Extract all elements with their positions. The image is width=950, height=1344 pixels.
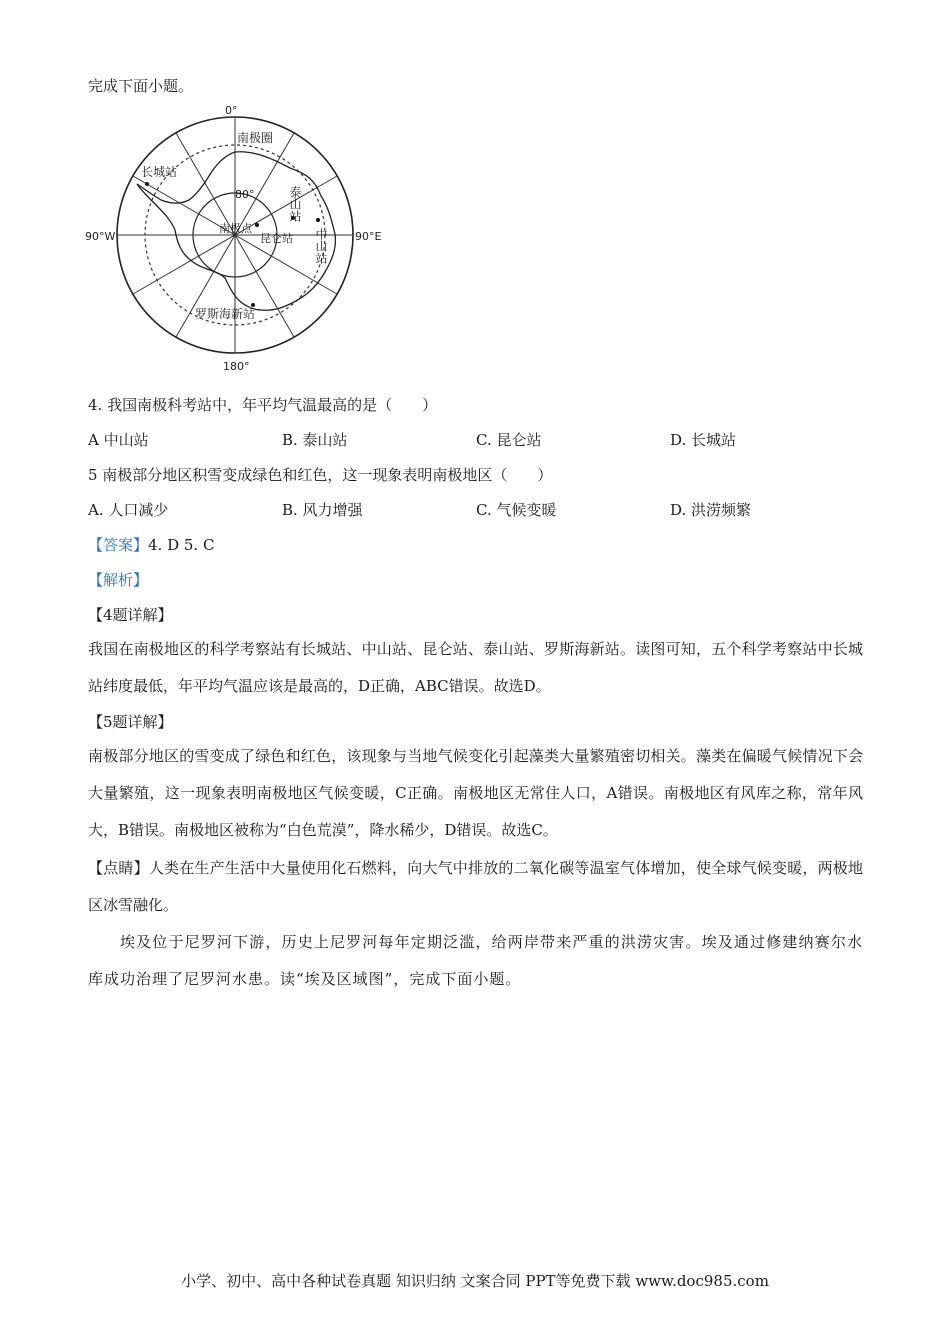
label-80: 80° [235, 188, 255, 201]
label-changcheng: 长城站 [141, 165, 178, 179]
label-180: 180° [223, 360, 250, 373]
answer-text: 4. D 5. C [148, 536, 215, 554]
answer-line [88, 535, 214, 555]
detail4-title: 【4题详解】 [88, 606, 173, 624]
label-south-pole: 南极点 [219, 222, 252, 235]
label-luosihai: 罗斯海新站 [195, 307, 256, 321]
intro-text: 完成下面小题。 [88, 77, 194, 95]
q4-option-d: D. 长城站 [670, 431, 737, 449]
dianjing-text: 人类在生产生活中大量使用化石燃料，向大气中排放的二氧化碳等温室气体增加，使全球气候变暖，两极地区冰雪融化。 [88, 859, 863, 914]
label-90w: 90°W [85, 230, 116, 243]
label-taishan: 泰山站 [288, 186, 302, 222]
q4-option-c: C. 昆仑站 [476, 431, 542, 449]
changcheng-dot [145, 182, 149, 186]
q5-option-c: C. 气候变暖 [476, 501, 557, 519]
page-footer: 小学、初中、高中各种试卷真题 知识归纳 文案合同 PPT等免费下载 www.doc985.com [181, 1272, 769, 1290]
q5-option-d: D. 洪涝频繁 [670, 501, 752, 519]
antarctica-map [85, 100, 385, 375]
q4-stem: 4. 我国南极科考站中，年平均气温最高的是（ ） [88, 396, 438, 414]
label-antarctic-circle: 南极圈 [237, 131, 274, 145]
dianjing-para [88, 850, 863, 924]
answer-tag: 【答案】 [88, 536, 149, 554]
label-kunlun: 昆仑站 [260, 232, 293, 245]
detail5-text: 南极部分地区的雪变成了绿色和红色，该现象与当地气候变化引起藻类大量繁殖密切相关。藻类在偏暖气候情况下会大量繁殖，这一现象表明南极地区气候变暖，C正确。南极地区无常住人口，A错误。南极地区有风库之称，常年风大，B错误。南极地区被称为“白色荒漠”，降水稀少，D错误。故选C。 [88, 747, 863, 839]
analysis-tag: 【解析】 [88, 571, 149, 589]
label-90e: 90°E [355, 230, 382, 243]
q5-stem: 5 南极部分地区积雪变成绿色和红色，这一现象表明南极地区（ ） [88, 466, 553, 484]
q5-option-b: B. 风力增强 [282, 501, 363, 519]
detail4-text: 我国在南极地区的科学考察站有长城站、中山站、昆仑站、泰山站、罗斯海新站。读图可知，五个科学考察站中长城站纬度最低，年平均气温应该是最高的，D正确，ABC错误。故选D。 [88, 640, 863, 695]
q5-option-a: A. 人口减少 [88, 501, 169, 519]
q4-option-b: B. 泰山站 [282, 431, 348, 449]
kunlun-dot [255, 223, 259, 227]
zhongshan-dot [316, 218, 320, 222]
label-0: 0° [225, 104, 238, 117]
detail5-title: 【5题详解】 [88, 713, 173, 731]
dianjing-tag: 【点睛】 [88, 859, 149, 877]
q4-option-a: A 中山站 [88, 431, 149, 449]
egypt-intro: 埃及位于尼罗河下游，历史上尼罗河每年定期泛滥，给两岸带来严重的洪涝灾害。埃及通过修建纳赛尔水库成功治理了尼罗河水患。读“埃及区域图”，完成下面小题。 [88, 933, 863, 988]
label-zhongshan: 中山站 [314, 228, 328, 264]
